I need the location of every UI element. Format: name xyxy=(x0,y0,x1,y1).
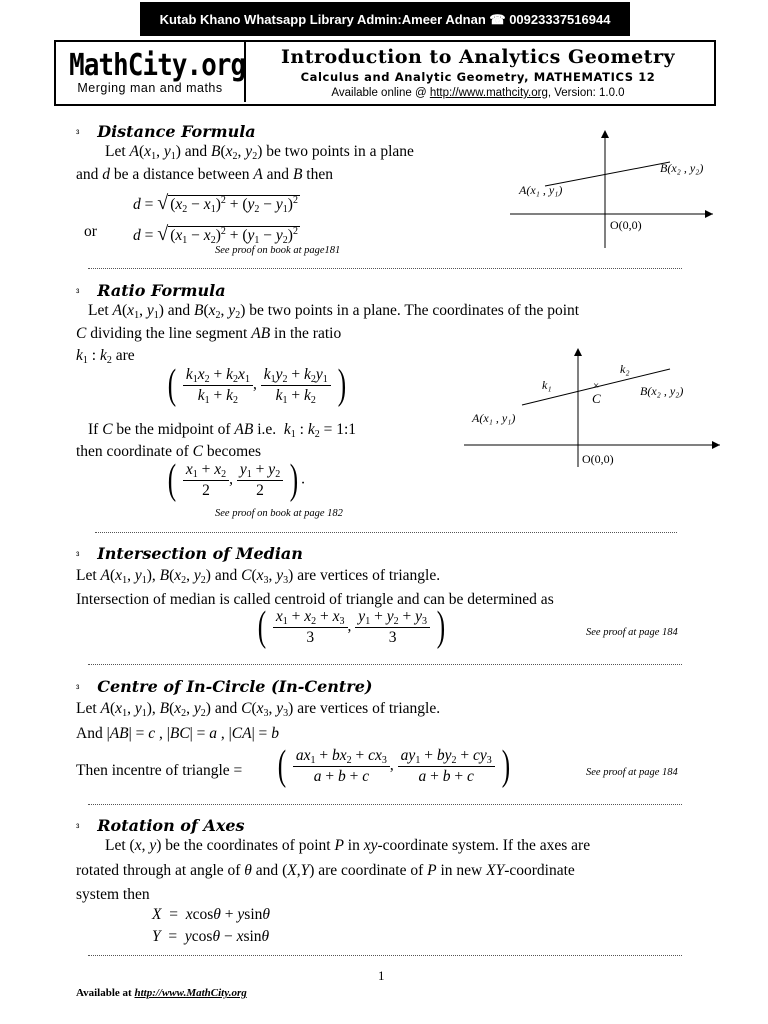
section-heading: Ratio Formula xyxy=(97,281,226,300)
page-subtitle: Calculus and Analytic Geometry, MATHEMATICS 12 xyxy=(300,70,656,84)
rotation-formula-y: Y = ycosθ − xsinθ xyxy=(152,928,270,945)
distance-formula-1: d = √ $(x_2 - x_1)^2 + (y_2 - y_1)^2$ xyxy=(133,192,298,215)
incentre-formula: ( $\frac{ax_1 + bx_2 + cx_3}{a + b + c}$ , $\frac{ay_1 + by_2 + cy_3}{a + b + c}$ ) xyxy=(277,743,510,789)
rotation-line-1: Let (x, y) be the coordinates of point P in xy-coordinate system. If the axes are xyxy=(105,837,591,854)
text: be the coordinates of point xyxy=(165,837,331,854)
divider xyxy=(88,804,682,805)
logo-block xyxy=(56,42,246,102)
available-prefix: Available online @ xyxy=(331,87,427,99)
distance-proof-note: See proof on book at page181 xyxy=(215,245,341,256)
text: Let xyxy=(88,302,109,319)
text: are coordinate of xyxy=(318,862,424,879)
distance-line-1: Let $A(x_1$, $y_1$) and $B(x_2$, $y_2$) be two points in a plane xyxy=(105,143,414,162)
availability-line xyxy=(246,87,710,99)
divider xyxy=(88,664,682,665)
text: -coordinate xyxy=(504,862,575,879)
ratio-figure xyxy=(462,345,727,470)
point-a-label: A(x₁ , y₁) xyxy=(519,183,563,197)
ratio-line-1: Let $A(x_1$, $y_1$) and $B(x_2$, $y_2$) be two points in a plane. The coordinates of the point xyxy=(88,302,580,321)
point-a-label: A(x₁ , y₁) xyxy=(472,411,516,425)
distance-line-2: and d be a distance between A and B then xyxy=(76,166,333,183)
text: i.e. xyxy=(257,421,277,438)
bullet: ³ xyxy=(76,684,80,695)
ratio-line-3: $k_1$ : $k_2$ are xyxy=(76,347,135,366)
text: Let xyxy=(76,700,97,717)
text: Let xyxy=(105,143,126,160)
text: then coordinate of xyxy=(76,443,189,460)
median-proof-note: See proof at page 184 xyxy=(586,627,678,638)
text: -coordinate system. If the axes are xyxy=(377,837,591,854)
text: are xyxy=(115,347,135,364)
text: in the ratio xyxy=(274,325,342,342)
text: be two points in a plane. The coordinates of the point xyxy=(249,302,580,319)
midpoint-formula: ( $\frac{x_1 + x_2}{2}$ , $\frac{y_1 + y_2}{2}$ ) . xyxy=(167,457,305,503)
footer xyxy=(76,987,247,999)
section-heading: Distance Formula xyxy=(97,122,256,141)
text: in xyxy=(347,837,360,854)
incentre-line-1: Let $A(x_1$, $y_1$), $B(x_2$, $y_2$) and $C(x_3$, $y_3$) are vertices of triangle. xyxy=(76,700,441,719)
section-rotation xyxy=(76,816,245,836)
text: be the midpoint of xyxy=(116,421,231,438)
text: Let xyxy=(76,567,97,584)
ratio-formula: ( $\frac{k_1x_2 + k_2x_1}{k_1 + k_2}$ , $\frac{k_1y_2 + k_2y_1}{k_1 + k_2}$ ) xyxy=(167,362,346,408)
point-c-label: C xyxy=(592,391,601,406)
point-c-marker-icon: × xyxy=(593,380,600,392)
text: be a distance between xyxy=(113,166,250,183)
section-incentre xyxy=(76,677,372,697)
version: , Version: 1.0.0 xyxy=(547,87,625,99)
page-title: Introduction to Analytics Geometry xyxy=(281,46,675,68)
section-ratio xyxy=(76,281,226,301)
text: rotated through at angle of xyxy=(76,862,241,879)
top-banner: Kutab Khano Whatsapp Library Admin:Ameer Adnan ☎ 00923337516944 xyxy=(140,2,630,36)
divider xyxy=(88,955,682,956)
y-axis-arrow-icon xyxy=(574,348,582,356)
text: and xyxy=(214,700,238,717)
point-b-label: B(x₂ , y₂) xyxy=(640,384,684,398)
ratio-line-2: C dividing the line segment AB in the ratio xyxy=(76,325,342,342)
divider xyxy=(95,532,677,533)
logo: MathCity.org xyxy=(69,48,246,83)
bullet: ³ xyxy=(76,823,80,834)
text: becomes xyxy=(206,443,262,460)
text: are vertices of triangle. xyxy=(297,700,441,717)
section-distance xyxy=(76,122,256,142)
k1-label: k₁ xyxy=(542,378,552,392)
incentre-then: Then incentre of triangle = xyxy=(76,762,243,779)
text: If xyxy=(88,421,99,438)
page-number: 1 xyxy=(378,968,385,983)
text: be two points in a plane xyxy=(266,143,414,160)
incentre-proof-note: See proof at page 184 xyxy=(586,767,678,778)
section-heading: Rotation of Axes xyxy=(97,816,245,835)
x-axis-arrow-icon xyxy=(705,210,713,218)
bullet: ³ xyxy=(76,129,80,140)
rotation-formula-x: X = xcosθ + ysinθ xyxy=(152,906,271,923)
footer-prefix: Available at xyxy=(76,987,132,999)
k2-label: k₂ xyxy=(620,362,630,376)
median-line-1: Let $A(x_1$, $y_1$), $B(x_2$, $y_2$) and $C(x_3$, $y_3$) are vertices of triangle. xyxy=(76,567,441,586)
origin-label: O(0,0) xyxy=(610,218,642,232)
centroid-formula: ( $\frac{x_1 + x_2 + x_3}{3}$ , $\frac{y_1 + y_2 + y_3}{3}$ ) xyxy=(257,604,446,650)
text: and xyxy=(255,862,279,879)
distance-figure xyxy=(505,128,720,250)
header-title-block xyxy=(246,42,710,99)
y-axis-arrow-icon xyxy=(601,130,609,138)
rotation-line-3: system then xyxy=(76,886,150,903)
section-median xyxy=(76,544,303,564)
midpoint-line-2: then coordinate of C becomes xyxy=(76,443,262,460)
midpoint-line: If C be the midpoint of AB i.e. $k_1$ : $k_2$ = 1:1 xyxy=(88,421,357,440)
section-heading: Centre of In-Circle (In-Centre) xyxy=(97,677,373,696)
bullet: ³ xyxy=(76,551,80,562)
point-b-label: B(x₂ , y₂) xyxy=(660,161,704,175)
text: and xyxy=(184,143,208,160)
site-link[interactable]: http://www.mathcity.org xyxy=(429,87,548,99)
text: dividing the line segment xyxy=(90,325,248,342)
text: Let xyxy=(105,837,126,854)
incentre-line-2: And |AB| = c , |BC| = a , |CA| = b xyxy=(76,725,279,742)
ratio-proof-note: See proof on book at page 182 xyxy=(215,508,343,519)
text: in new xyxy=(440,862,483,879)
text: and xyxy=(266,166,290,183)
median-line-2: Intersection of median is called centroid of triangle and can be determined as xyxy=(76,591,554,608)
x-axis-arrow-icon xyxy=(712,441,720,449)
text: and xyxy=(76,166,99,183)
tagline: Merging man and maths xyxy=(77,81,223,95)
text: and xyxy=(214,567,238,584)
text: And xyxy=(76,725,103,742)
text: are vertices of triangle. xyxy=(297,567,441,584)
distance-or: or xyxy=(84,223,97,240)
footer-link[interactable]: http://www.MathCity.org xyxy=(134,987,247,999)
rotation-line-2: rotated through at angle of θ and (X,Y) are coordinate of P in new XY-coordinate xyxy=(76,862,575,879)
text: then xyxy=(306,166,333,183)
text: and xyxy=(167,302,191,319)
divider xyxy=(88,268,682,269)
bullet: ³ xyxy=(76,288,80,299)
distance-formula-2: d = √ $(x_1 - x_2)^2 + (y_1 - y_2)^2$ xyxy=(133,223,298,246)
origin-label: O(0,0) xyxy=(582,452,614,466)
section-heading: Intersection of Median xyxy=(97,544,303,563)
segment-ab xyxy=(545,162,670,186)
